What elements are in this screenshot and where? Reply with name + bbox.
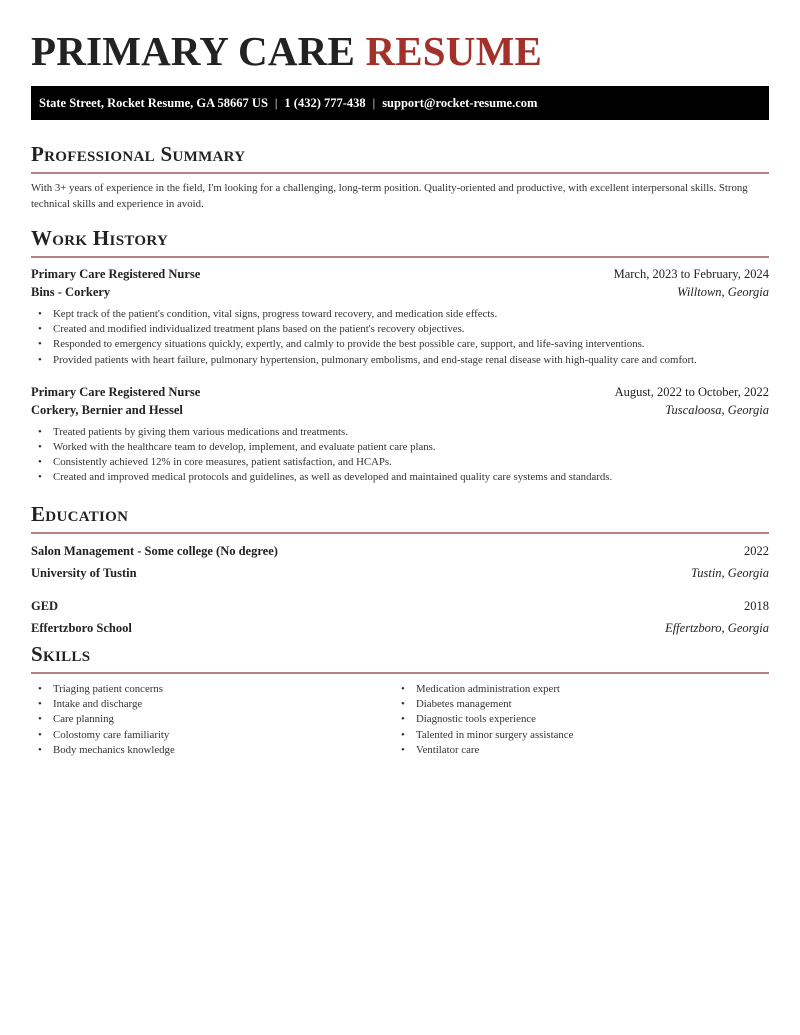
contact-address: State Street, Rocket Resume, GA 58667 US — [39, 96, 268, 110]
job-header-row — [31, 265, 769, 283]
resume-title — [31, 27, 542, 75]
contact-separator: | — [372, 96, 376, 110]
list-item: • Worked with the healthcare team to develop, implement, and evaluate patient care plans. — [31, 440, 769, 455]
job-entry — [31, 383, 769, 486]
list-item: • Consistently achieved 12% in core measures, patient satisfaction, and HCAPs. — [31, 455, 769, 470]
list-item: • Intake and discharge — [31, 697, 394, 712]
job-bullets — [31, 425, 769, 486]
section-divider — [31, 256, 769, 258]
summary-section — [31, 141, 769, 212]
skills-list-right — [394, 682, 757, 758]
section-divider — [31, 672, 769, 674]
job-title: Primary Care Registered Nurse — [31, 384, 201, 399]
education-header-row — [31, 597, 769, 615]
list-item: • Ventilator care — [394, 743, 757, 758]
education-degree: Salon Management - Some college (No degree) — [31, 544, 278, 558]
section-heading: Professional Summary — [31, 142, 246, 166]
contact-phone[interactable]: 1 (432) 777-438 — [284, 96, 366, 110]
list-item: • Responded to emergency situations quickly, expertly, and calmly to provide the best possible care, support, and life-saving interventions. — [31, 337, 769, 352]
education-year: 2018 — [744, 599, 769, 613]
list-item: • Body mechanics knowledge — [31, 743, 394, 758]
education-year: 2022 — [744, 544, 769, 558]
skills-list-left — [31, 682, 394, 758]
skills-section — [31, 641, 769, 758]
education-location: Effertzboro, Georgia — [665, 621, 769, 635]
job-location: Willtown, Georgia — [677, 285, 769, 299]
section-heading: Skills — [31, 642, 91, 666]
job-dates: March, 2023 to February, 2024 — [613, 267, 769, 281]
education-school: Effertzboro School — [31, 621, 132, 635]
list-item: • Triaging patient concerns — [31, 682, 394, 697]
education-section — [31, 501, 769, 637]
education-school-row — [31, 564, 769, 582]
summary-text: With 3+ years of experience in the field, I'm looking for a challenging, long-term position. Quality-oriented and productive, with excellent interpersonal skills. Strong technical skills and experience in avoid. — [31, 182, 748, 210]
education-location: Tustin, Georgia — [690, 566, 769, 580]
education-entry — [31, 542, 769, 582]
education-degree: GED — [31, 599, 59, 613]
skills-columns — [31, 682, 769, 758]
job-bullets — [31, 307, 769, 368]
list-item: • Diabetes management — [394, 697, 757, 712]
list-item: • Created and improved medical protocols and guidelines, as well as developed and maintained quality care systems and standards. — [31, 470, 769, 485]
list-item: • Kept track of the patient's condition, vital signs, progress toward recovery, and medication side effects. — [31, 307, 769, 322]
job-company-row — [31, 401, 769, 419]
contact-separator: | — [274, 96, 278, 110]
education-header-row — [31, 542, 769, 560]
job-entry — [31, 265, 769, 368]
title-accent: RESUME — [365, 28, 543, 74]
section-divider — [31, 172, 769, 174]
job-company: Bins - Corkery — [31, 285, 111, 299]
list-item: • Medication administration expert — [394, 682, 757, 697]
section-heading: Education — [31, 502, 129, 526]
education-school-row — [31, 619, 769, 637]
education-school: University of Tustin — [31, 566, 137, 580]
title-main: PRIMARY CARE — [31, 28, 355, 74]
job-title: Primary Care Registered Nurse — [31, 267, 201, 281]
list-item: • Care planning — [31, 712, 394, 727]
list-item: • Provided patients with heart failure, pulmonary hypertension, pulmonary embolisms, and end-stage renal disease with high-quality care and comfort. — [31, 353, 769, 368]
job-company-row — [31, 283, 769, 301]
contact-email[interactable]: support@rocket-resume.com — [382, 96, 538, 110]
list-item: • Treated patients by giving them various medications and treatments. — [31, 425, 769, 440]
section-divider — [31, 532, 769, 534]
contact-bar — [31, 86, 769, 120]
section-heading: Work History — [31, 226, 169, 250]
list-item: • Created and modified individualized treatment plans based on the patient's recovery objectives. — [31, 322, 769, 337]
job-company: Corkery, Bernier and Hessel — [31, 402, 183, 417]
list-item: • Talented in minor surgery assistance — [394, 728, 757, 743]
work-history-section — [31, 225, 769, 486]
job-location: Tuscaloosa, Georgia — [665, 402, 769, 417]
education-entry — [31, 597, 769, 637]
list-item: • Diagnostic tools experience — [394, 712, 757, 727]
job-header-row — [31, 383, 769, 401]
list-item: • Colostomy care familiarity — [31, 728, 394, 743]
job-dates: August, 2022 to October, 2022 — [614, 384, 769, 399]
